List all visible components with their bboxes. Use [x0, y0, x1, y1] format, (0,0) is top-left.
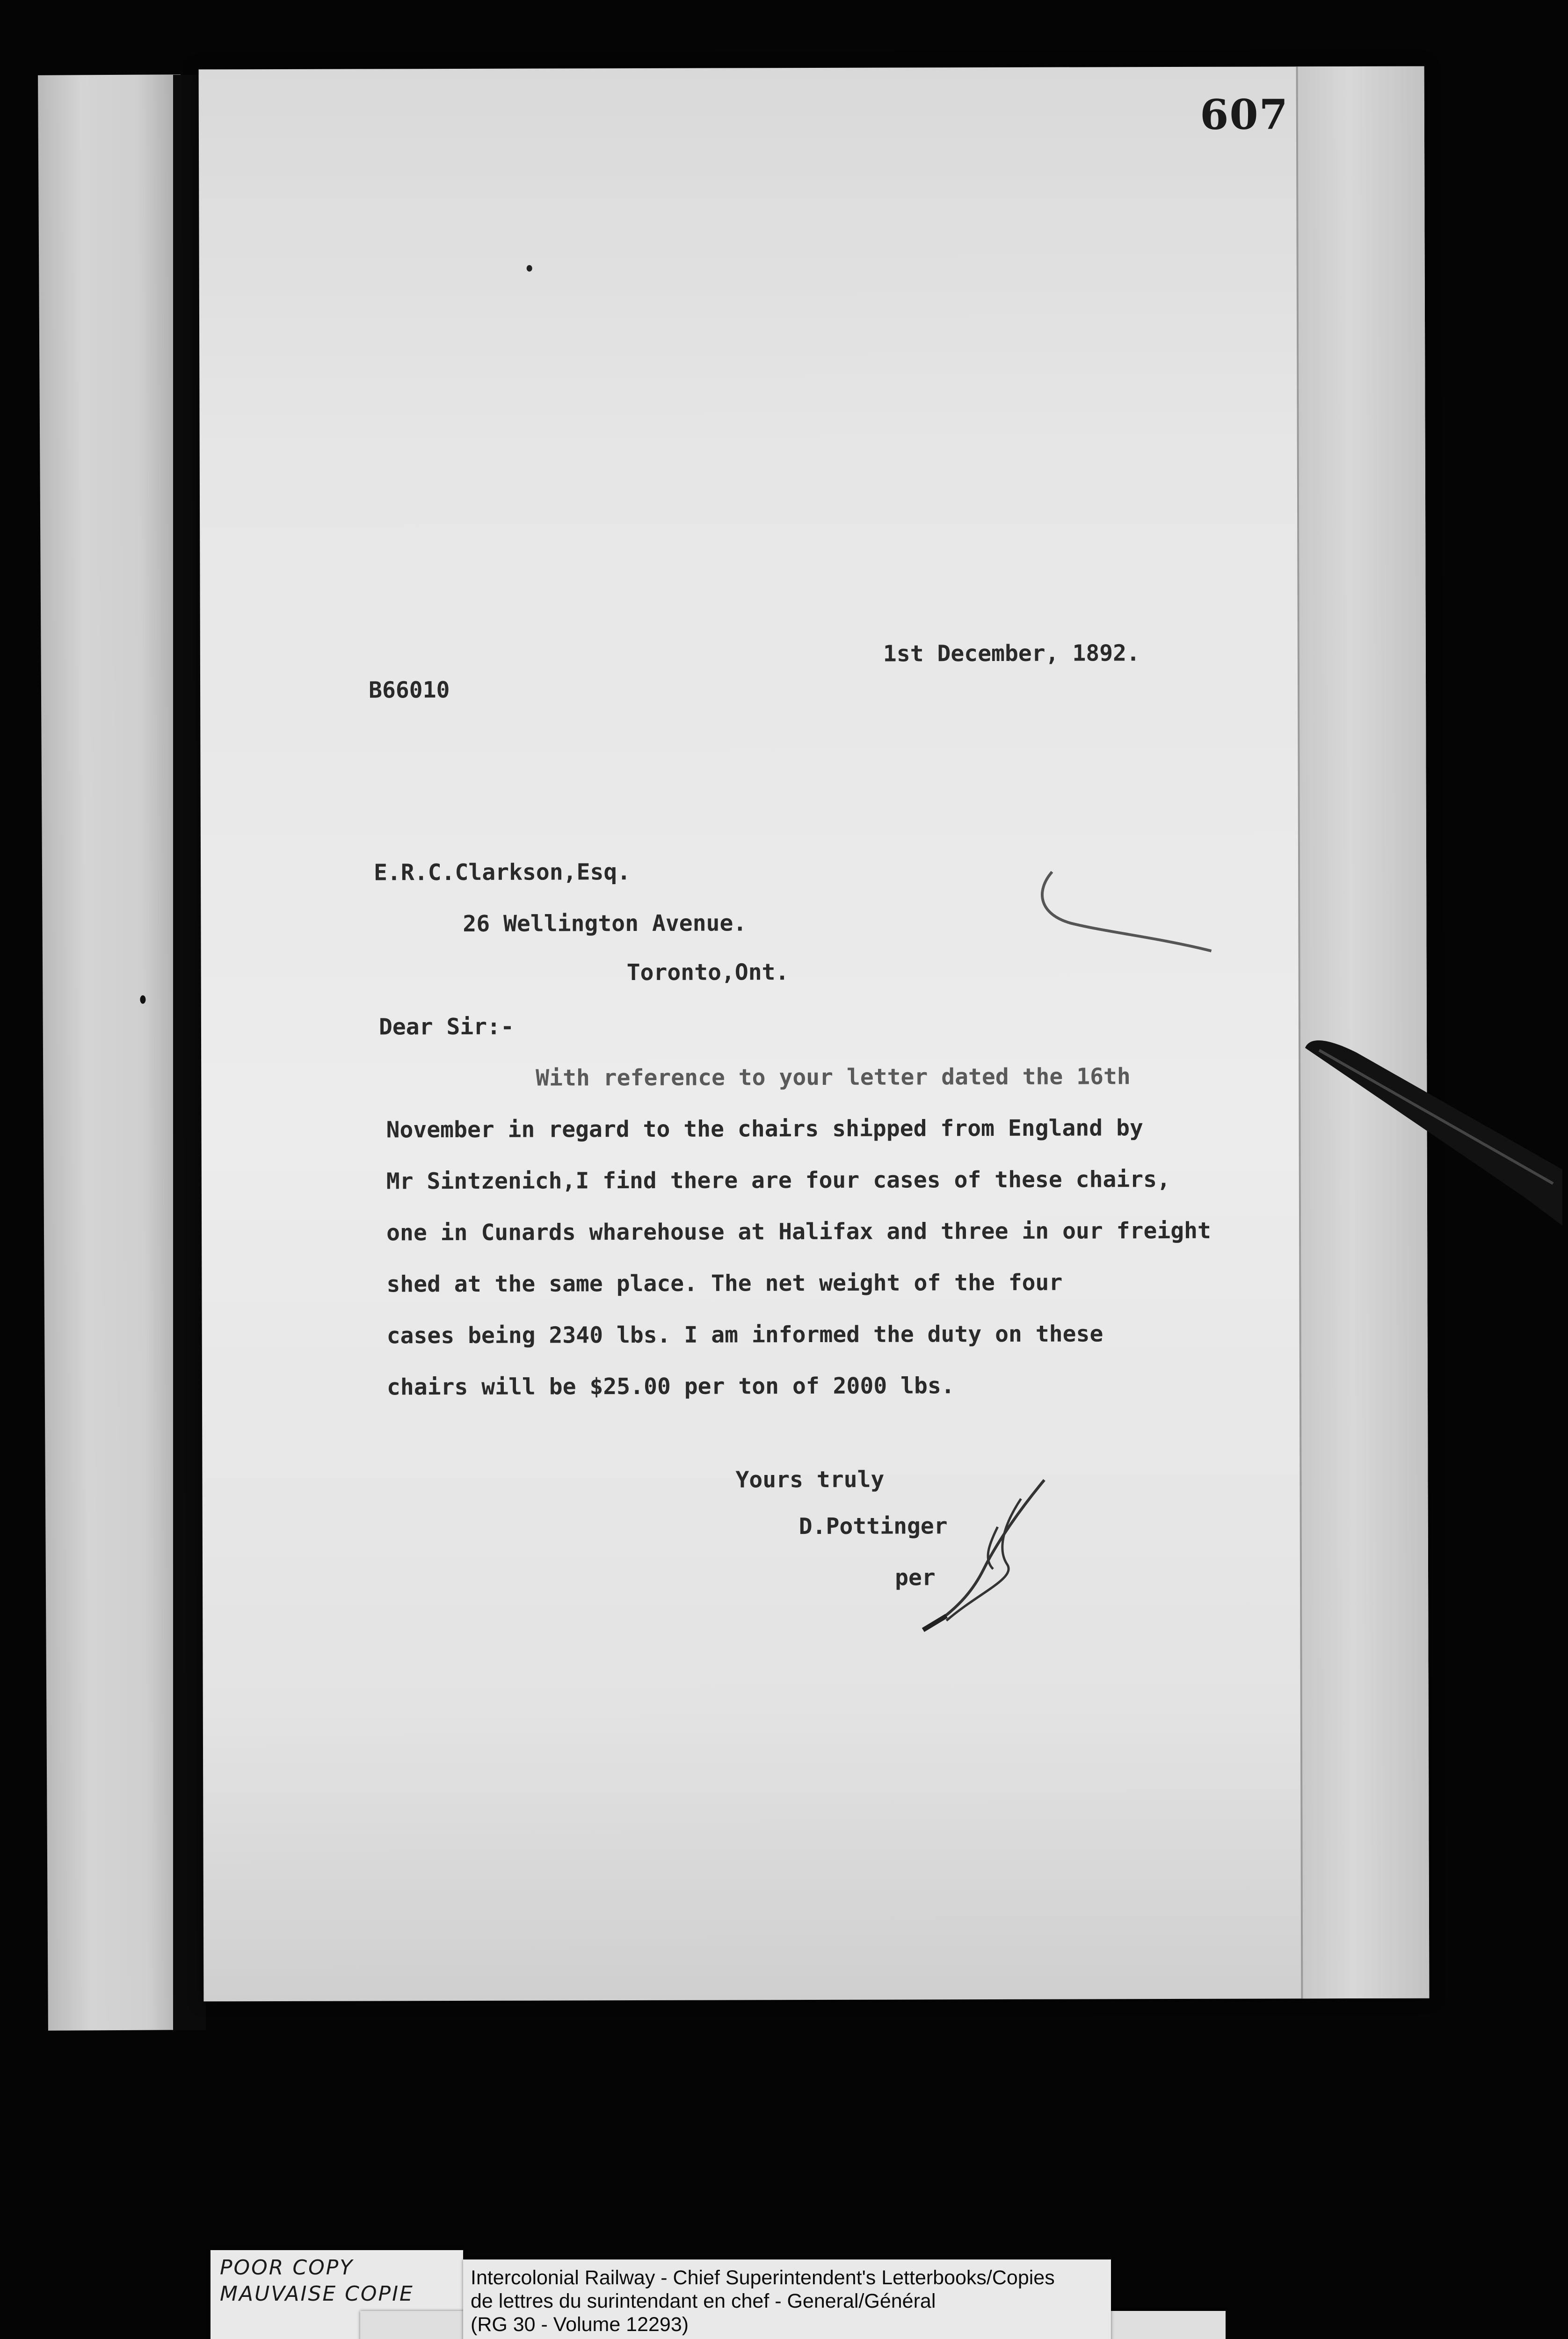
body-line: Mr Sintzenich,I find there are four cases of these chairs,	[386, 1166, 1170, 1195]
letter-reference: B66010	[369, 677, 450, 704]
adjacent-page-strip	[38, 74, 191, 2031]
poor-copy-en: POOR COPY	[220, 2256, 354, 2280]
collection-title-line: Intercolonial Railway - Chief Superintendent's Letterbooks/Copies	[471, 2266, 1055, 2289]
page-number: 607	[1200, 90, 1289, 139]
pencil-mark	[1033, 862, 1221, 956]
ink-speck	[527, 265, 532, 272]
per-label: per	[894, 1564, 936, 1591]
letter-page	[199, 66, 1430, 2002]
body-line: With reference to your letter dated the 16th	[536, 1063, 1131, 1091]
collection-title-label	[463, 2259, 1111, 2339]
body-line: one in Cunards wharehouse at Halifax and three in our freight	[386, 1217, 1211, 1246]
collection-volume: (RG 30 - Volume 12293)	[471, 2313, 689, 2336]
pen-pointer	[1300, 1029, 1562, 1310]
salutation: Dear Sir:-	[378, 1013, 515, 1040]
signer-name: D.Pottinger	[799, 1513, 948, 1540]
recipient-city: Toronto,Ont.	[626, 959, 789, 986]
handwritten-signature	[904, 1471, 1059, 1640]
body-line: shed at the same place. The net weight of the four	[386, 1269, 1063, 1298]
ink-mark	[140, 995, 145, 1004]
letter-date: 1st December, 1892.	[883, 640, 1140, 667]
collection-title-line: de lettres du surintendant en chef - General/Général	[471, 2290, 936, 2312]
recipient-street: 26 Wellington Avenue.	[463, 910, 747, 937]
poor-copy-fr: MAUVAISE COPIE	[220, 2282, 414, 2306]
recipient-name: E.R.C.Clarkson,Esq.	[374, 859, 631, 886]
body-line: cases being 2340 lbs. I am informed the duty on these	[386, 1321, 1103, 1349]
closing: Yours truly	[735, 1466, 885, 1493]
body-line: November in regard to the chairs shipped from England by	[386, 1115, 1143, 1143]
body-line: chairs will be $25.00 per ton of 2000 lbs.	[386, 1373, 955, 1401]
